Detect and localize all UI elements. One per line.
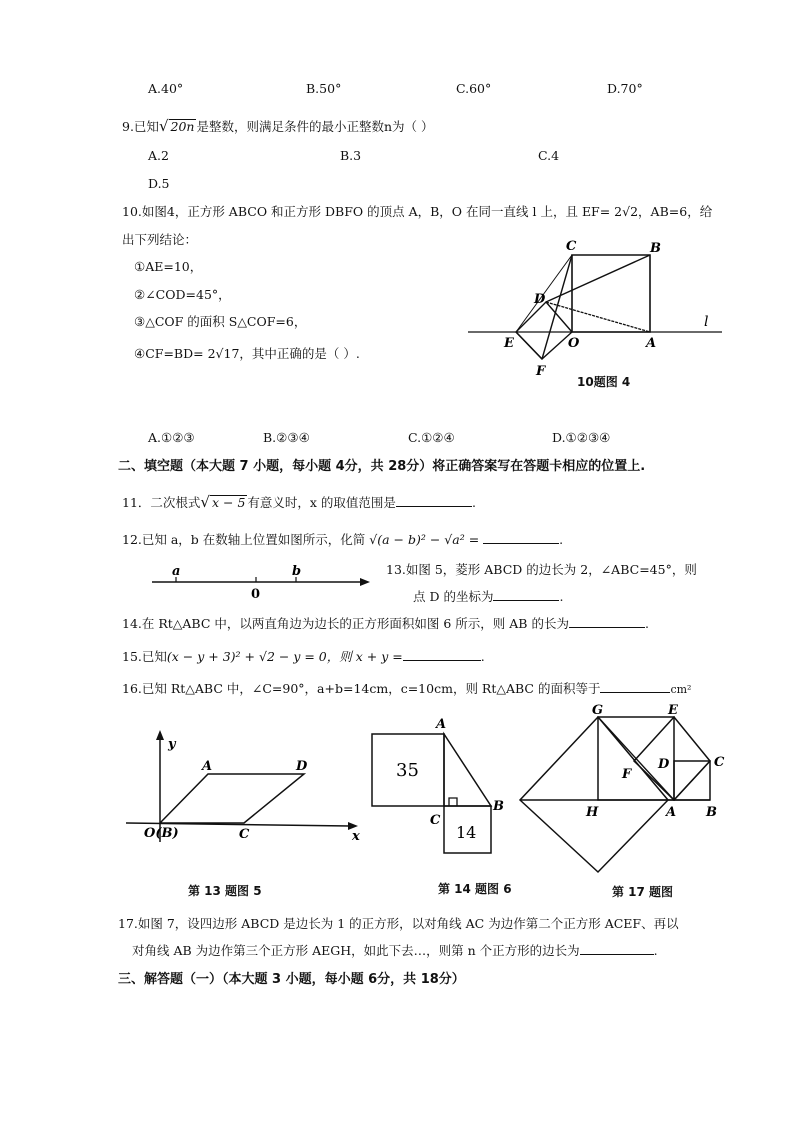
fig14-label-b: B xyxy=(493,799,504,814)
q8-option-b: B.50° xyxy=(306,81,342,96)
q10-label-e: E xyxy=(504,336,514,351)
fig13-label-a: A xyxy=(202,759,213,774)
fig14-squares xyxy=(360,712,520,860)
q10-label-a: A xyxy=(646,336,657,351)
fig14-area-14: 14 xyxy=(456,823,477,842)
q13-line-2 xyxy=(413,588,563,606)
fig13-label-ob: O(B) xyxy=(144,826,179,841)
fig17-label-h: H xyxy=(586,805,599,820)
q10-conclusion-3: ③△COF 的面积 S△COF=6， xyxy=(134,314,307,329)
q10-figure-caption: 10题图 4 xyxy=(577,375,631,389)
q13-line-2-text: 点 D 的坐标为 xyxy=(413,589,494,604)
q11-prefix: 11．二次根式 xyxy=(122,495,201,510)
q10-option-b: B.②③④ xyxy=(263,430,310,445)
fig13-label-y: y xyxy=(168,737,176,752)
q8-option-d: D.70° xyxy=(607,81,643,96)
question-12 xyxy=(122,531,563,549)
number-line-zero: 0 xyxy=(251,587,261,602)
q11-radicand: x − 5 xyxy=(211,495,246,510)
q10-conclusion-4: ④CF=BD= 2√17，其中正确的是（ ）. xyxy=(134,346,360,361)
q9-option-c: C.4 xyxy=(538,148,560,163)
fig13-label-d: D xyxy=(296,759,308,774)
question-16 xyxy=(122,680,691,699)
q9-option-b: B.3 xyxy=(340,148,362,163)
q10-line-1: 10.如图4，正方形 ABCO 和正方形 DBFO 的顶点 A，B，O 在同一直线 l 上，且 EF= 2√2，AB=6，给 xyxy=(122,204,713,219)
q9-radicand: 20n xyxy=(170,119,195,134)
q11-suffix: 有意义时，x 的取值范围是 xyxy=(247,495,396,510)
question-11: 11．二次根式√ x − 5 有意义时，x 的取值范围是 . xyxy=(122,493,476,511)
q13-end: . xyxy=(559,589,564,604)
q10-line-2: 出下列结论： xyxy=(122,232,198,247)
fig17-label-e: E xyxy=(668,704,678,718)
fig17-label-a: A xyxy=(666,805,677,820)
number-line-b: b xyxy=(292,564,302,579)
q12-expression: √(a − b)² − √a² = xyxy=(369,532,480,547)
fig17-label-d: D xyxy=(658,757,670,772)
fig17-caption: 第 17 题图 xyxy=(612,885,674,899)
q16-unit: cm² xyxy=(670,683,692,696)
section-2-heading: 二、填空题（本大题 7 小题，每小题 4分，共 28分）将正确答案写在答题卡相应的位置上. xyxy=(118,459,646,474)
q12-end: . xyxy=(559,532,564,547)
q9-suffix: 是整数，则满足条件的最小正整数n为（ ） xyxy=(196,119,434,134)
q17-end: . xyxy=(653,943,658,958)
question-15 xyxy=(122,648,485,666)
fig17-label-c: C xyxy=(714,755,725,770)
fig17-squares xyxy=(512,704,746,876)
fig17-label-g: G xyxy=(592,704,604,718)
fig13-label-c: C xyxy=(239,827,250,842)
q10-option-c: C.①②④ xyxy=(408,430,455,445)
q10-label-c: C xyxy=(566,239,577,254)
question-14 xyxy=(122,615,649,633)
fig14-label-a: A xyxy=(436,717,447,732)
question-9: 9.已知√ 20n 是整数，则满足条件的最小正整数n为（ ） xyxy=(122,117,434,135)
fig13-parallelogram xyxy=(124,726,376,850)
q16-text: 16.已知 Rt△ABC 中，∠C=90°，a+b=14cm，c=10cm，则 Rt△ABC 的面积等于 xyxy=(122,681,601,696)
section-3-heading: 三、解答题（一）（本大题 3 小题，每小题 6分，共 18分） xyxy=(118,972,465,987)
q15-end: . xyxy=(480,649,485,664)
number-line-a: a xyxy=(172,564,181,579)
q17-line-2-text: 对角线 AB 为边作第三个正方形 AEGH，如此下去…，则第 n 个正方形的边长为 xyxy=(132,943,580,958)
fig13-caption: 第 13 题图 5 xyxy=(188,884,262,898)
q14-answer-blank[interactable] xyxy=(569,615,645,628)
fig14-label-c: C xyxy=(430,813,441,828)
q10-label-f: F xyxy=(536,364,546,379)
q9-prefix: 9.已知 xyxy=(122,119,159,134)
q10-label-o: O xyxy=(568,336,580,351)
q9-option-a: A.2 xyxy=(148,148,169,163)
q12-prefix: 12.已知 a，b 在数轴上位置如图所示，化简 xyxy=(122,532,366,547)
q10-conclusion-2: ②∠COD=45°， xyxy=(134,287,231,302)
q10-figure xyxy=(460,235,740,395)
q10-option-d: D.①②③④ xyxy=(552,430,611,445)
q15-prefix: 15.已知 xyxy=(122,649,167,664)
q17-answer-blank[interactable] xyxy=(580,942,654,955)
q11-answer-blank[interactable] xyxy=(396,494,472,507)
q12-answer-blank[interactable] xyxy=(483,531,559,544)
q9-option-d: D.5 xyxy=(148,176,170,191)
number-line xyxy=(148,564,376,602)
q10-option-a: A.①②③ xyxy=(148,430,195,445)
q15-expression: (x − y + 3)² + √2 − y = 0，则 x + y = xyxy=(166,649,403,664)
q16-answer-blank[interactable] xyxy=(600,680,670,693)
fig14-caption: 第 14 题图 6 xyxy=(438,882,512,896)
fig17-label-b: B xyxy=(706,805,717,820)
q8-option-a: A.40° xyxy=(148,81,184,96)
q17-line-1: 17.如图 7，设四边形 ABCD 是边长为 1 的正方形，以对角线 AC 为边作第二个正方形 ACEF、再以 xyxy=(118,916,679,931)
fig17-label-f: F xyxy=(622,767,632,782)
q8-option-c: C.60° xyxy=(456,81,492,96)
q10-label-d: D xyxy=(534,292,546,307)
fig14-area-35: 35 xyxy=(396,760,419,781)
q10-label-l: l xyxy=(704,314,709,330)
q10-conclusion-1: ①AE=10， xyxy=(134,259,203,274)
q13-answer-blank[interactable] xyxy=(493,588,559,601)
q11-end: . xyxy=(471,495,476,510)
fig13-label-x: x xyxy=(352,829,360,844)
q15-answer-blank[interactable] xyxy=(403,648,481,661)
q10-label-b: B xyxy=(650,241,661,256)
q14-end: . xyxy=(644,616,649,631)
q13-line-1: 13.如图 5，菱形 ABCD 的边长为 2，∠ABC=45°，则 xyxy=(386,562,697,577)
q17-line-2 xyxy=(132,942,658,960)
q14-text: 14.在 Rt△ABC 中，以两直角边为边长的正方形面积如图 6 所示，则 AB 的长为 xyxy=(122,616,569,631)
